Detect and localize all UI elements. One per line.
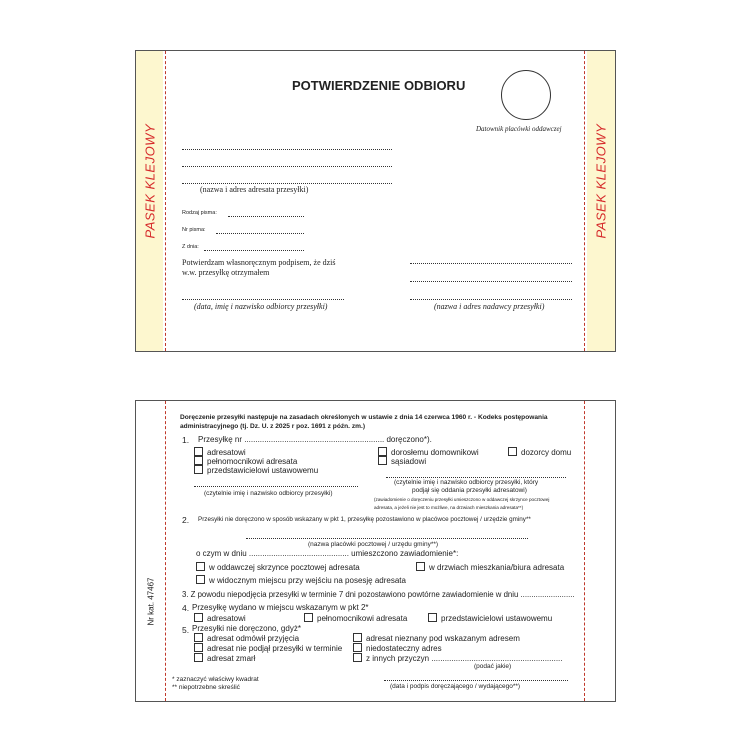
s1-neighbor-caption-2: podjął się oddania przesyłki adresatowi): [412, 487, 527, 494]
checkbox[interactable]: [194, 613, 203, 622]
checkbox[interactable]: [194, 465, 203, 474]
glue-strip-label-left: PASEK KLEJOWY: [142, 123, 158, 239]
recipient-signature-line: [182, 299, 344, 300]
letter-number-line: [216, 233, 304, 234]
s4-option-przedstawiciel[interactable]: przedstawicielowi ustawowemu: [428, 613, 552, 623]
s2-office-line: [246, 538, 528, 539]
section-5-text: Przesyłki nie doręczono, gdyż*: [192, 624, 301, 633]
signature-line: [384, 680, 568, 681]
checkbox[interactable]: [194, 447, 203, 456]
section-1-text: Przesyłkę nr ............................................................... doręczono*).: [198, 435, 432, 444]
s1-option-domownik[interactable]: dorosłemu domownikowi: [378, 447, 479, 457]
checkbox[interactable]: [416, 562, 425, 571]
letter-date-label: Z dnia:: [182, 244, 199, 250]
footnote-1: * zaznaczyć właściwy kwadrat: [172, 676, 259, 683]
sender-caption: (nazwa i adres nadawcy przesyłki): [434, 302, 545, 311]
legal-header-1: Doręczenie przesyłki następuje na zasadach określonych w ustawie z dnia 14 czerwca 1960 r. - Kodeks postępowania: [180, 414, 548, 421]
checkbox[interactable]: [378, 447, 387, 456]
s5-reason-caption: (podać jakie): [474, 663, 512, 670]
signature-caption: (data i podpis doręczającego / wydającego**): [390, 683, 521, 690]
addressee-line-3: [182, 183, 392, 184]
perforation-left-back: [165, 401, 166, 701]
checkbox[interactable]: [196, 575, 205, 584]
checkbox[interactable]: [194, 633, 203, 642]
legal-header-2: administracyjnego (tj. Dz. U. z 2025 r poz. 1691 z późn. zm.): [180, 423, 366, 430]
footnote-2: ** niepotrzebne skreślić: [172, 684, 240, 691]
perforation-left: [165, 51, 166, 351]
confirmation-text-1: Potwierdzam własnoręcznym podpisem, że dziś: [182, 258, 336, 267]
checkbox[interactable]: [194, 643, 203, 652]
letter-type-label: Rodzaj pisma:: [182, 210, 217, 216]
checkbox[interactable]: [378, 456, 387, 465]
s5-option-bad-address[interactable]: niedostateczny adres: [353, 643, 442, 653]
letter-number-label: Nr pisma:: [182, 227, 206, 233]
section-4-number: 4.: [182, 603, 190, 613]
addressee-caption: (nazwa i adres adresata przesyłki): [200, 185, 309, 194]
s1-option-sasiad[interactable]: sąsiadowi: [378, 456, 426, 466]
s5-option-deceased[interactable]: adresat zmarł: [194, 653, 255, 663]
confirmation-text-2: w.w. przesyłkę otrzymałem: [182, 268, 270, 277]
checkbox[interactable]: [196, 562, 205, 571]
checkbox[interactable]: [353, 643, 362, 652]
s1-notice-note-2: adresata, a jeżeli nie jest to możliwe, na drzwiach mieszkania adresata**): [374, 505, 524, 510]
s1-option-dozorca[interactable]: dozorcy domu: [508, 447, 571, 457]
catalog-number: Nr kat. 47467: [146, 577, 156, 626]
s4-option-adresat[interactable]: adresatowi: [194, 613, 246, 623]
section-2-text: Przesyłki nie doręczono w sposób wskazany w pkt 1, przesyłkę pozostawiono w placówce pocztowej / urzędzie gminy**: [198, 516, 531, 523]
s2-office-caption: (nazwa placówki pocztowej / urzędu gminy**): [308, 541, 439, 548]
s1-neighbor-line: [386, 477, 566, 478]
s1-neighbor-caption-1: (czytelnie imię i nazwisko odbiorcy przesyłki, który: [394, 479, 539, 486]
page-title: POTWIERDZENIE ODBIORU: [292, 78, 466, 93]
s2-date-text: o czym w dniu ............................................. umieszczono zawiadomienie*:: [196, 549, 459, 558]
s1-recipient-line: [194, 486, 358, 487]
s1-notice-note-1: (zawiadomienie o doręczeniu przesyłki umieszczono w oddawczej skrzynce pocztowej: [374, 497, 550, 502]
s4-option-pelnomocnik[interactable]: pełnomocnikowi adresata: [304, 613, 407, 623]
addressee-line-1: [182, 149, 392, 150]
section-4-text: Przesyłkę wydano w miejscu wskazanym w pkt 2*: [192, 603, 369, 612]
sender-line-1: [410, 263, 572, 264]
recipient-caption: (data, imię i nazwisko odbiorcy przesyłki): [194, 302, 328, 311]
postmark-caption: Datownik placówki oddawczej: [476, 125, 562, 133]
s1-option-pelnomocnik[interactable]: pełnomocnikowi adresata: [194, 456, 297, 466]
addressee-line-2: [182, 166, 392, 167]
s5-option-not-collected[interactable]: adresat nie podjął przesyłki w terminie: [194, 643, 342, 653]
perforation-right: [584, 51, 585, 351]
checkbox[interactable]: [353, 633, 362, 642]
checkbox[interactable]: [194, 653, 203, 662]
sender-line-2: [410, 281, 572, 282]
checkbox[interactable]: [508, 447, 517, 456]
postmark-circle: [501, 70, 551, 120]
front-card: [135, 50, 616, 352]
section-2-number: 2.: [182, 515, 190, 525]
letter-type-line: [228, 216, 304, 217]
perforation-right-back: [584, 401, 585, 701]
s2-option-mailbox[interactable]: w oddawczej skrzynce pocztowej adresata: [196, 562, 360, 572]
s5-option-other[interactable]: z innych przyczyn ...........................................................: [353, 653, 563, 663]
checkbox[interactable]: [194, 456, 203, 465]
s2-option-door[interactable]: w drzwiach mieszkania/biura adresata: [416, 562, 564, 572]
sender-line-3: [410, 299, 572, 300]
checkbox[interactable]: [353, 653, 362, 662]
s5-option-refused[interactable]: adresat odmówił przyjęcia: [194, 633, 299, 643]
letter-date-line: [204, 250, 304, 251]
checkbox[interactable]: [428, 613, 437, 622]
s5-option-unknown[interactable]: adresat nieznany pod wskazanym adresem: [353, 633, 520, 643]
s1-recipient-caption: (czytelnie imię i nazwisko odbiorcy przesyłki): [204, 490, 333, 497]
s1-option-przedstawiciel[interactable]: przedstawicielowi ustawowemu: [194, 465, 318, 475]
section-1-number: 1.: [182, 435, 190, 445]
section-5-number: 5.: [182, 625, 190, 635]
glue-strip-label-right: PASEK KLEJOWY: [593, 123, 609, 239]
section-3-text: 3. Z powodu niepodjęcia przesyłki w terminie 7 dni pozostawiono powtórne zawiadomienie w dniu .........................: [182, 590, 575, 599]
back-card: [135, 400, 616, 702]
s2-option-entrance[interactable]: w widocznym miejscu przy wejściu na posesję adresata: [196, 575, 406, 585]
s1-option-adresat[interactable]: adresatowi: [194, 447, 246, 457]
checkbox[interactable]: [304, 613, 313, 622]
